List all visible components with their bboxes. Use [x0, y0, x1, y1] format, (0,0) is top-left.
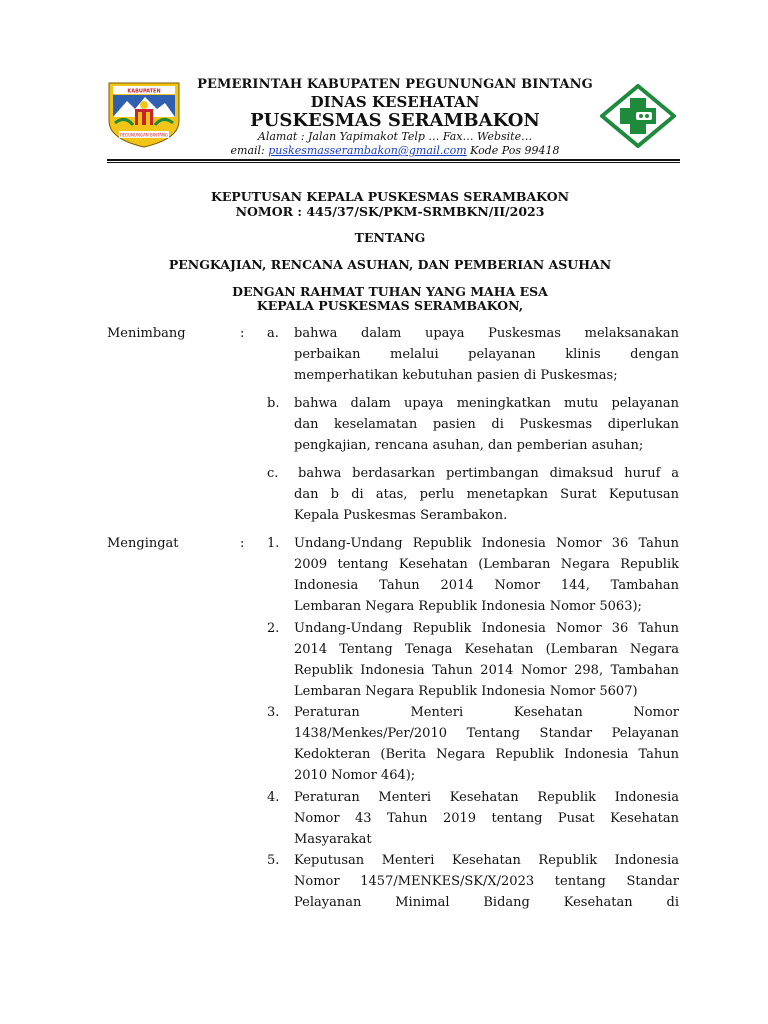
mengingat-line: 2009 tentang Kesehatan (Lembaran Negara Republik	[294, 557, 679, 572]
grace-line-2: KEPALA PUSKESMAS SERAMBAKON,	[256, 298, 524, 313]
menimbang-line: memperhatikan kebutuhan pasien di Puskesmas;	[294, 368, 618, 383]
mengingat-marker: 5.	[267, 853, 280, 868]
menimbang-marker: b.	[267, 396, 280, 411]
mengingat-line: Kedokteran (Berita Negara Republik Indonesia Tahun	[294, 747, 679, 762]
svg-text:PEGUNUNGAN BINTANG: PEGUNUNGAN BINTANG	[120, 132, 168, 138]
letterhead-address: Alamat : Jalan Yapimakot Telp … Fax… Website…	[257, 130, 533, 143]
mengingat-line: 1438/Menkes/Per/2010 Tentang Standar Pelayanan	[294, 726, 679, 741]
letterhead-divider-thin	[107, 162, 680, 163]
mengingat-label: Mengingat	[107, 536, 179, 551]
mengingat-line: Peraturan Menteri Kesehatan Republik Indonesia	[294, 790, 679, 805]
postal-code: Kode Pos 99418	[470, 144, 560, 157]
letterhead-puskesmas-name: PUSKESMAS SERAMBAKON	[250, 110, 540, 131]
menimbang-label: Menimbang	[107, 326, 186, 341]
mengingat-colon: :	[240, 536, 245, 551]
menimbang-line: bahwa dalam upaya meningkatkan mutu pelayanan	[294, 396, 679, 411]
mengingat-line: Indonesia Tahun 2014 Nomor 144, Tambahan	[294, 578, 679, 593]
letterhead-contact	[185, 144, 605, 157]
tentang-heading: TENTANG	[354, 230, 426, 245]
decree-number: NOMOR : 445/37/SK/PKM-SRMBKN/II/2023	[235, 204, 545, 219]
letterhead-divider-thick	[107, 159, 680, 161]
mengingat-line: 2014 Tentang Tenaga Kesehatan (Lembaran Negara	[294, 642, 679, 657]
menimbang-line: dan keselamatan pasien di Puskesmas diperlukan	[294, 417, 679, 432]
decree-title: KEPUTUSAN KEPALA PUSKESMAS SERAMBAKON	[210, 189, 570, 204]
regency-emblem-logo	[105, 79, 183, 149]
mengingat-line: Keputusan Menteri Kesehatan Republik Indonesia	[294, 853, 679, 868]
email-prefix: email:	[230, 144, 265, 157]
mengingat-line: Undang-Undang Republik Indonesia Nomor 36 Tahun	[294, 621, 679, 636]
mengingat-line: Pelayanan Minimal Bidang Kesehatan di	[294, 895, 679, 910]
menimbang-colon: :	[240, 326, 245, 341]
menimbang-marker: a.	[267, 326, 279, 341]
menimbang-line: bahwa berdasarkan pertimbangan dimaksud huruf a	[298, 466, 679, 481]
mengingat-line: Lembaran Negara Republik Indonesia Nomor 5063);	[294, 599, 642, 614]
menimbang-line: dan b di atas, perlu menetapkan Surat Keputusan	[294, 487, 679, 502]
menimbang-line: Kepala Puskesmas Serambakon.	[294, 508, 508, 523]
mengingat-marker: 1.	[267, 536, 280, 551]
decree-subject: PENGKAJIAN, RENCANA ASUHAN, DAN PEMBERIAN ASUHAN	[168, 257, 612, 272]
mengingat-line: Peraturan Menteri Kesehatan Nomor	[294, 705, 679, 720]
mengingat-marker: 3.	[267, 705, 280, 720]
puskesmas-cross-logo	[600, 84, 676, 148]
svg-text:KABUPATEN: KABUPATEN	[127, 88, 161, 95]
mengingat-marker: 2.	[267, 621, 280, 636]
menimbang-line: perbaikan melalui pelayanan klinis dengan	[294, 347, 679, 362]
mengingat-line: 2010 Nomor 464);	[294, 768, 416, 783]
menimbang-line: bahwa dalam upaya Puskesmas melaksanakan	[294, 326, 679, 341]
email-link[interactable]: puskesmasserambakon@gmail.com	[268, 144, 467, 157]
grace-line-1: DENGAN RAHMAT TUHAN YANG MAHA ESA	[232, 284, 548, 299]
letterhead-department: DINAS KESEHATAN	[310, 93, 480, 111]
mengingat-marker: 4.	[267, 790, 280, 805]
mengingat-line: Undang-Undang Republik Indonesia Nomor 36 Tahun	[294, 536, 679, 551]
mengingat-line: Lembaran Negara Republik Indonesia Nomor 5607)	[294, 684, 638, 699]
mengingat-line: Nomor 43 Tahun 2019 tentang Pusat Kesehatan	[294, 811, 679, 826]
mengingat-line: Republik Indonesia Tahun 2014 Nomor 298, Tambahan	[294, 663, 679, 678]
letterhead-government: PEMERINTAH KABUPATEN PEGUNUNGAN BINTANG	[197, 77, 593, 92]
menimbang-line: pengkajian, rencana asuhan, dan pemberian asuhan;	[294, 438, 644, 453]
menimbang-marker: c.	[267, 466, 279, 481]
mengingat-line: Masyarakat	[294, 832, 372, 847]
mengingat-line: Nomor 1457/MENKES/SK/X/2023 tentang Standar	[294, 874, 679, 889]
